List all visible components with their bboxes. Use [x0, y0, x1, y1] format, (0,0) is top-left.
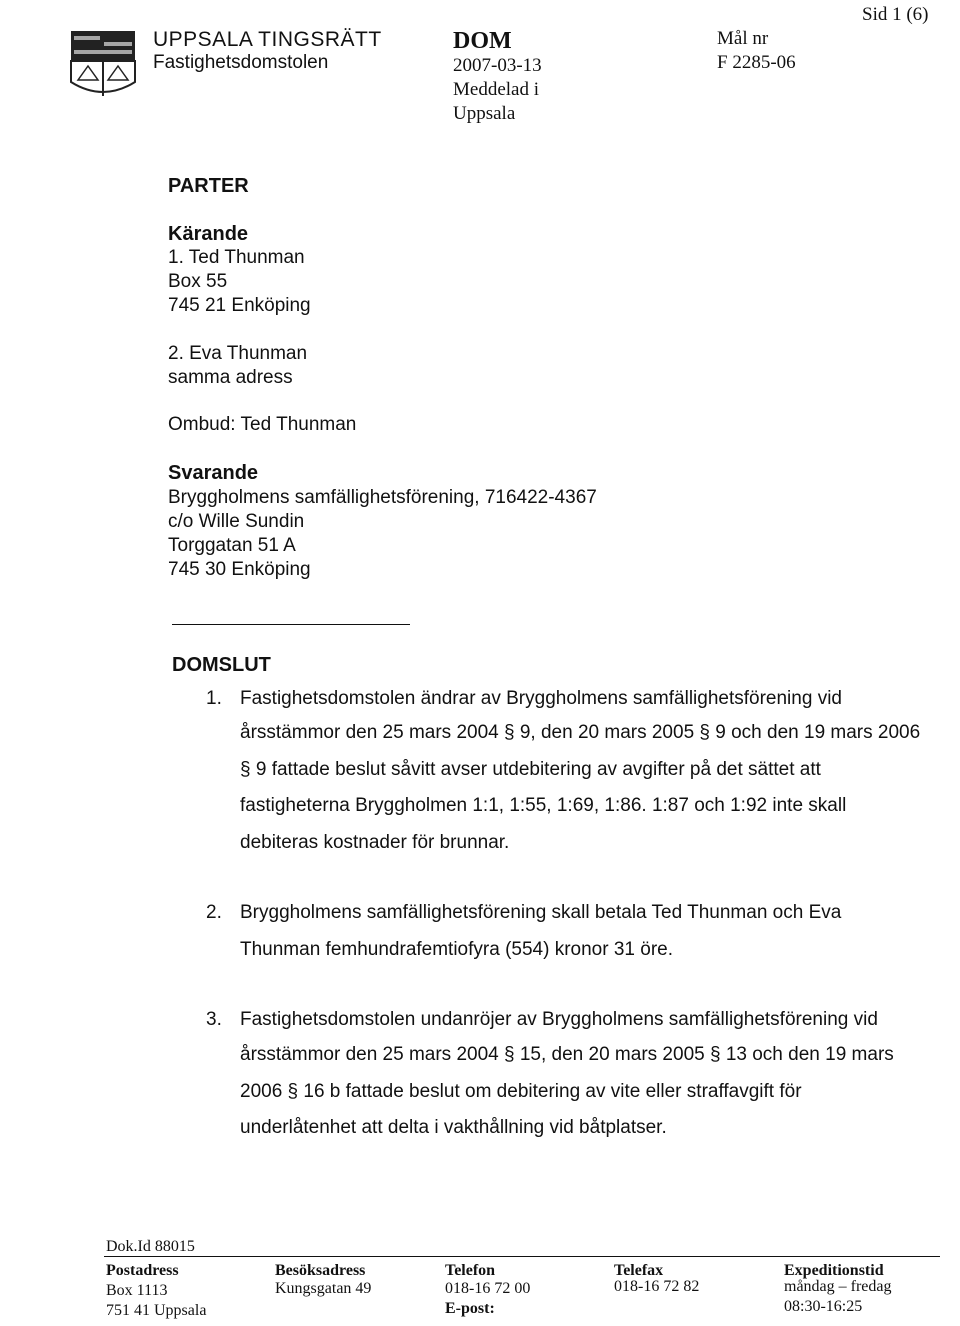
- plaintiff2-address: samma adress: [168, 367, 293, 388]
- defendant-street: Torggatan 51 A: [168, 535, 296, 556]
- ruling-item-line: Fastighetsdomstolen undanröjer av Bryggholmens samfällighetsförening vid: [240, 1009, 878, 1030]
- defendant-name: Bryggholmens samfällighetsförening, 716422-4367: [168, 487, 597, 508]
- defendant-heading: Svarande: [168, 462, 259, 484]
- footer-phone-line: 018-16 72 00: [445, 1280, 531, 1297]
- ruling-item-line: Thunman femhundrafemtiofyra (554) kronor 31 öre.: [240, 939, 673, 960]
- footer-heading-postal: Postadress: [106, 1262, 179, 1279]
- ruling-item-number: 3.: [206, 1009, 222, 1030]
- footer-heading-fax: Telefax: [614, 1262, 664, 1279]
- footer-visit-line: Kungsgatan 49: [275, 1280, 372, 1297]
- section-divider: [172, 624, 410, 625]
- ruling-item-line: 2006 § 16 b fattade beslut om debitering av vite eller straffavgift för: [240, 1081, 802, 1102]
- footer-heading-hours: Expeditionstid: [784, 1262, 884, 1279]
- document-type: DOM: [453, 28, 512, 54]
- delivered-label: Meddelad i: [453, 79, 540, 100]
- defendant-co: c/o Wille Sundin: [168, 511, 305, 532]
- footer-heading-phone: Telefon: [445, 1262, 496, 1279]
- plaintiff-heading: Kärande: [168, 223, 249, 245]
- footer-fax-line: 018-16 72 82: [614, 1278, 700, 1295]
- counsel: Ombud: Ted Thunman: [168, 414, 357, 435]
- ruling-item-line: § 9 fattade beslut såvitt avser utdebitering av avgifter på det sättet att: [240, 759, 821, 780]
- footer-postal-line: 751 41 Uppsala: [106, 1302, 207, 1319]
- delivered-place: Uppsala: [453, 103, 516, 124]
- parties-title: PARTER: [168, 175, 249, 197]
- case-number-label: Mål nr: [717, 28, 769, 49]
- footer-postal-line: Box 1113: [106, 1282, 168, 1299]
- court-name: UPPSALA TINGSRÄTT: [153, 28, 382, 51]
- footer-hours-line: 08:30-16:25: [784, 1298, 863, 1315]
- document-date: 2007-03-13: [453, 55, 542, 76]
- case-number: F 2285-06: [717, 52, 796, 73]
- court-subtitle: Fastighetsdomstolen: [153, 52, 329, 73]
- plaintiff-name: 1. Ted Thunman: [168, 247, 305, 268]
- document-id: Dok.Id 88015: [106, 1238, 195, 1255]
- ruling-item-line: årsstämmor den 25 mars 2004 § 15, den 20 mars 2005 § 13 och den 19 mars: [240, 1044, 894, 1065]
- ruling-item-line: Bryggholmens samfällighetsförening skall betala Ted Thunman och Eva: [240, 902, 842, 923]
- defendant-postal: 745 30 Enköping: [168, 559, 311, 580]
- court-seal-logo: [70, 30, 136, 100]
- ruling-item-line: Fastighetsdomstolen ändrar av Bryggholmens samfällighetsförening vid: [240, 688, 842, 709]
- ruling-item-number: 2.: [206, 902, 222, 923]
- plaintiff2-name: 2. Eva Thunman: [168, 343, 308, 364]
- ruling-item-number: 1.: [206, 688, 222, 709]
- ruling-item-line: fastigheterna Bryggholmen 1:1, 1:55, 1:69, 1:86. 1:87 och 1:92 inte skall: [240, 795, 847, 816]
- footer-heading-visit: Besöksadress: [275, 1262, 366, 1279]
- footer-divider: [104, 1256, 940, 1257]
- ruling-item-line: underlåtenhet att delta i vakthållning vid båtplatser.: [240, 1117, 667, 1138]
- page-indicator: Sid 1 (6): [862, 4, 929, 25]
- ruling-item-line: årsstämmor den 25 mars 2004 § 9, den 20 mars 2005 § 9 och den 19 mars 2006: [240, 722, 921, 743]
- footer-email-label: E-post:: [445, 1300, 495, 1317]
- plaintiff-postal: 745 21 Enköping: [168, 295, 311, 316]
- plaintiff-box: Box 55: [168, 271, 228, 292]
- footer-hours-line: måndag – fredag: [784, 1278, 892, 1295]
- ruling-item-line: debiteras kostnader för brunnar.: [240, 832, 510, 853]
- ruling-title: DOMSLUT: [172, 654, 271, 676]
